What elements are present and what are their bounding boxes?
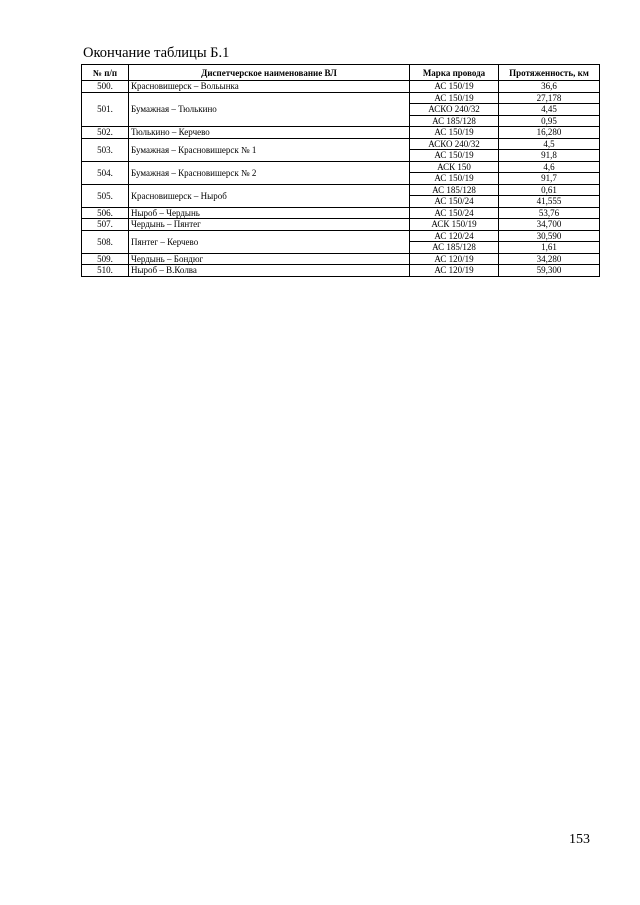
wire-mark: АС 150/24 [410,207,499,219]
line-length: 0,95 [499,115,600,127]
line-name: Ныроб – Чердынь [129,207,410,219]
line-length: 41,555 [499,196,600,208]
wire-mark: АС 150/19 [410,127,499,139]
header-length: Протяженность, км [499,65,600,81]
header-num: № п/п [82,65,129,81]
row-number: 506. [82,207,129,219]
row-number: 508. [82,230,129,253]
table-row [82,265,600,277]
table-row [82,161,600,173]
row-number: 507. [82,219,129,231]
table-header-row [82,65,600,81]
wire-mark: АС 120/19 [410,253,499,265]
wire-mark: АС 120/24 [410,230,499,242]
line-name: Чердынь – Пянтег [129,219,410,231]
row-number: 505. [82,184,129,207]
table-caption: Окончание таблицы Б.1 [83,45,230,61]
wire-mark: АС 185/128 [410,115,499,127]
header-mark: Марка провода [410,65,499,81]
table-row [82,138,600,150]
line-name: Тюлькино – Керчево [129,127,410,139]
table-row [82,184,600,196]
line-length: 27,178 [499,92,600,104]
line-length: 4,45 [499,104,600,116]
row-number: 501. [82,92,129,127]
wire-mark: АСК 150/19 [410,219,499,231]
line-name: Красновишерск – Ныроб [129,184,410,207]
table-row [82,207,600,219]
line-length: 30,590 [499,230,600,242]
line-length: 91,8 [499,150,600,162]
line-length: 53,76 [499,207,600,219]
wire-mark: АС 185/128 [410,242,499,254]
line-length: 16,280 [499,127,600,139]
wire-mark: АС 150/19 [410,92,499,104]
line-length: 59,300 [499,265,600,277]
power-lines-table [81,64,600,277]
line-length: 36,6 [499,81,600,93]
row-number: 500. [82,81,129,93]
line-name: Пянтег – Керчево [129,230,410,253]
line-length: 34,280 [499,253,600,265]
line-length: 4,5 [499,138,600,150]
table-row [82,127,600,139]
wire-mark: АС 120/19 [410,265,499,277]
line-length: 34,700 [499,219,600,231]
line-name: Ныроб – В.Колва [129,265,410,277]
table-row [82,230,600,242]
row-number: 504. [82,161,129,184]
line-name: Бумажная – Тюлькино [129,92,410,127]
wire-mark: АСКО 240/32 [410,138,499,150]
line-name: Бумажная – Красновишерск № 2 [129,161,410,184]
line-name: Красновишерск – Вольынка [129,81,410,93]
table-row [82,81,600,93]
page-number: 153 [569,832,590,847]
table-row [82,219,600,231]
line-length: 1,61 [499,242,600,254]
row-number: 503. [82,138,129,161]
row-number: 510. [82,265,129,277]
line-length: 91,7 [499,173,600,185]
table-row [82,253,600,265]
wire-mark: АСКО 240/32 [410,104,499,116]
line-name: Бумажная – Красновишерск № 1 [129,138,410,161]
wire-mark: АС 150/19 [410,81,499,93]
row-number: 509. [82,253,129,265]
wire-mark: АСК 150 [410,161,499,173]
wire-mark: АС 150/19 [410,150,499,162]
line-length: 0,61 [499,184,600,196]
table-row [82,92,600,104]
wire-mark: АС 150/24 [410,196,499,208]
row-number: 502. [82,127,129,139]
header-name: Диспетчерское наименование ВЛ [129,65,410,81]
wire-mark: АС 150/19 [410,173,499,185]
line-length: 4,6 [499,161,600,173]
wire-mark: АС 185/128 [410,184,499,196]
line-name: Чердынь – Бондюг [129,253,410,265]
